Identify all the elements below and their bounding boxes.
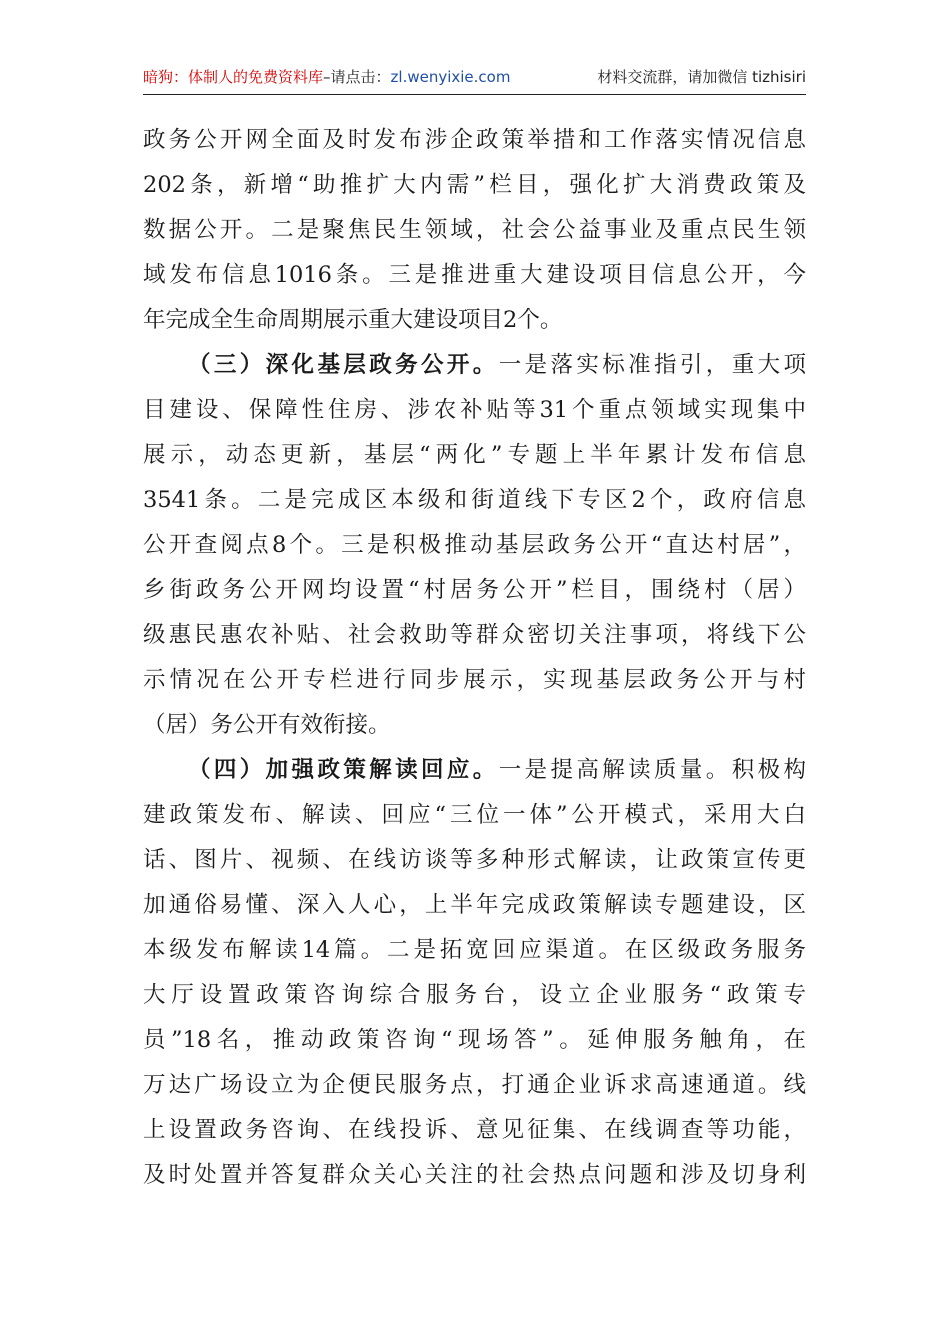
header-link[interactable]: zl.wenyixie.com	[390, 68, 511, 86]
text-line: 展示，动态更新，基层“两化”专题上半年累计发布信息	[143, 442, 806, 468]
text-line: 本级发布解读14篇。二是拓宽回应渠道。在区级政务服务	[143, 937, 806, 963]
document-body	[143, 118, 806, 1198]
text-line: 上设置政务咨询、在线投诉、意见征集、在线调查等功能，	[143, 1117, 806, 1143]
text-line: 域发布信息1016条。三是推进重大建设项目信息公开，今	[143, 262, 806, 288]
text-line: 及时处置并答复群众关心关注的社会热点问题和涉及切身利	[143, 1162, 806, 1188]
section-heading: （四）加强政策解读回应。	[188, 757, 499, 783]
text-line: 目建设、保障性住房、涉农补贴等31个重点领域实现集中	[143, 397, 806, 423]
page-header	[143, 60, 806, 95]
text-line: 大厅设置政策咨询综合服务台，设立企业服务“政策专	[143, 982, 806, 1008]
text-line: 公开查阅点8个。三是积极推动基层政务公开“直达村居”，	[143, 532, 806, 558]
text-line: 员”18名，推动政策咨询“现场答”。延伸服务触角，在	[143, 1027, 806, 1053]
text-line: 数据公开。二是聚焦民生领域，社会公益事业及重点民生领	[143, 217, 806, 243]
text-line: 202条，新增“助推扩大内需”栏目，强化扩大消费政策及	[143, 172, 806, 198]
text-line: 建政策发布、解读、回应“三位一体”公开模式，采用大白	[143, 802, 806, 828]
text-line: 示情况在公开专栏进行同步展示，实现基层政务公开与村	[143, 667, 806, 693]
paragraph-first-line	[143, 748, 806, 793]
text-line: 话、图片、视频、在线访谈等多种形式解读，让政策宣传更	[143, 847, 806, 873]
text-line: 年完成全生命周期展示重大建设项目2个。	[143, 307, 563, 333]
text-span: 一是落实标准指引，重大项	[498, 352, 806, 378]
text-span: 一是提高解读质量。积极构	[498, 757, 806, 783]
header-wechat-note: 材料交流群，请加微信 tizhisiri	[597, 68, 806, 86]
section-heading: （三）深化基层政务公开。	[188, 352, 499, 378]
text-line: 3541条。二是完成区本级和街道线下专区2个，政府信息	[143, 487, 806, 513]
text-line: 级惠民惠农补贴、社会救助等群众密切关注事项，将线下公	[143, 622, 806, 648]
text-line: 万达广场设立为企便民服务点，打通企业诉求高速通道。线	[143, 1072, 806, 1098]
text-line: 加通俗易懂、深入人心，上半年完成政策解读专题建设，区	[143, 892, 806, 918]
header-click-prompt: –请点击：	[323, 68, 391, 86]
paragraph-first-line	[143, 343, 806, 388]
text-line: 乡街政务公开网均设置“村居务公开”栏目，围绕村（居）	[143, 577, 806, 603]
text-line: 政务公开网全面及时发布涉企政策举措和工作落实情况信息	[143, 127, 806, 153]
header-site-name: 暗狗：体制人的免费资料库	[143, 68, 324, 86]
text-line: （居）务公开有效衔接。	[143, 712, 391, 738]
